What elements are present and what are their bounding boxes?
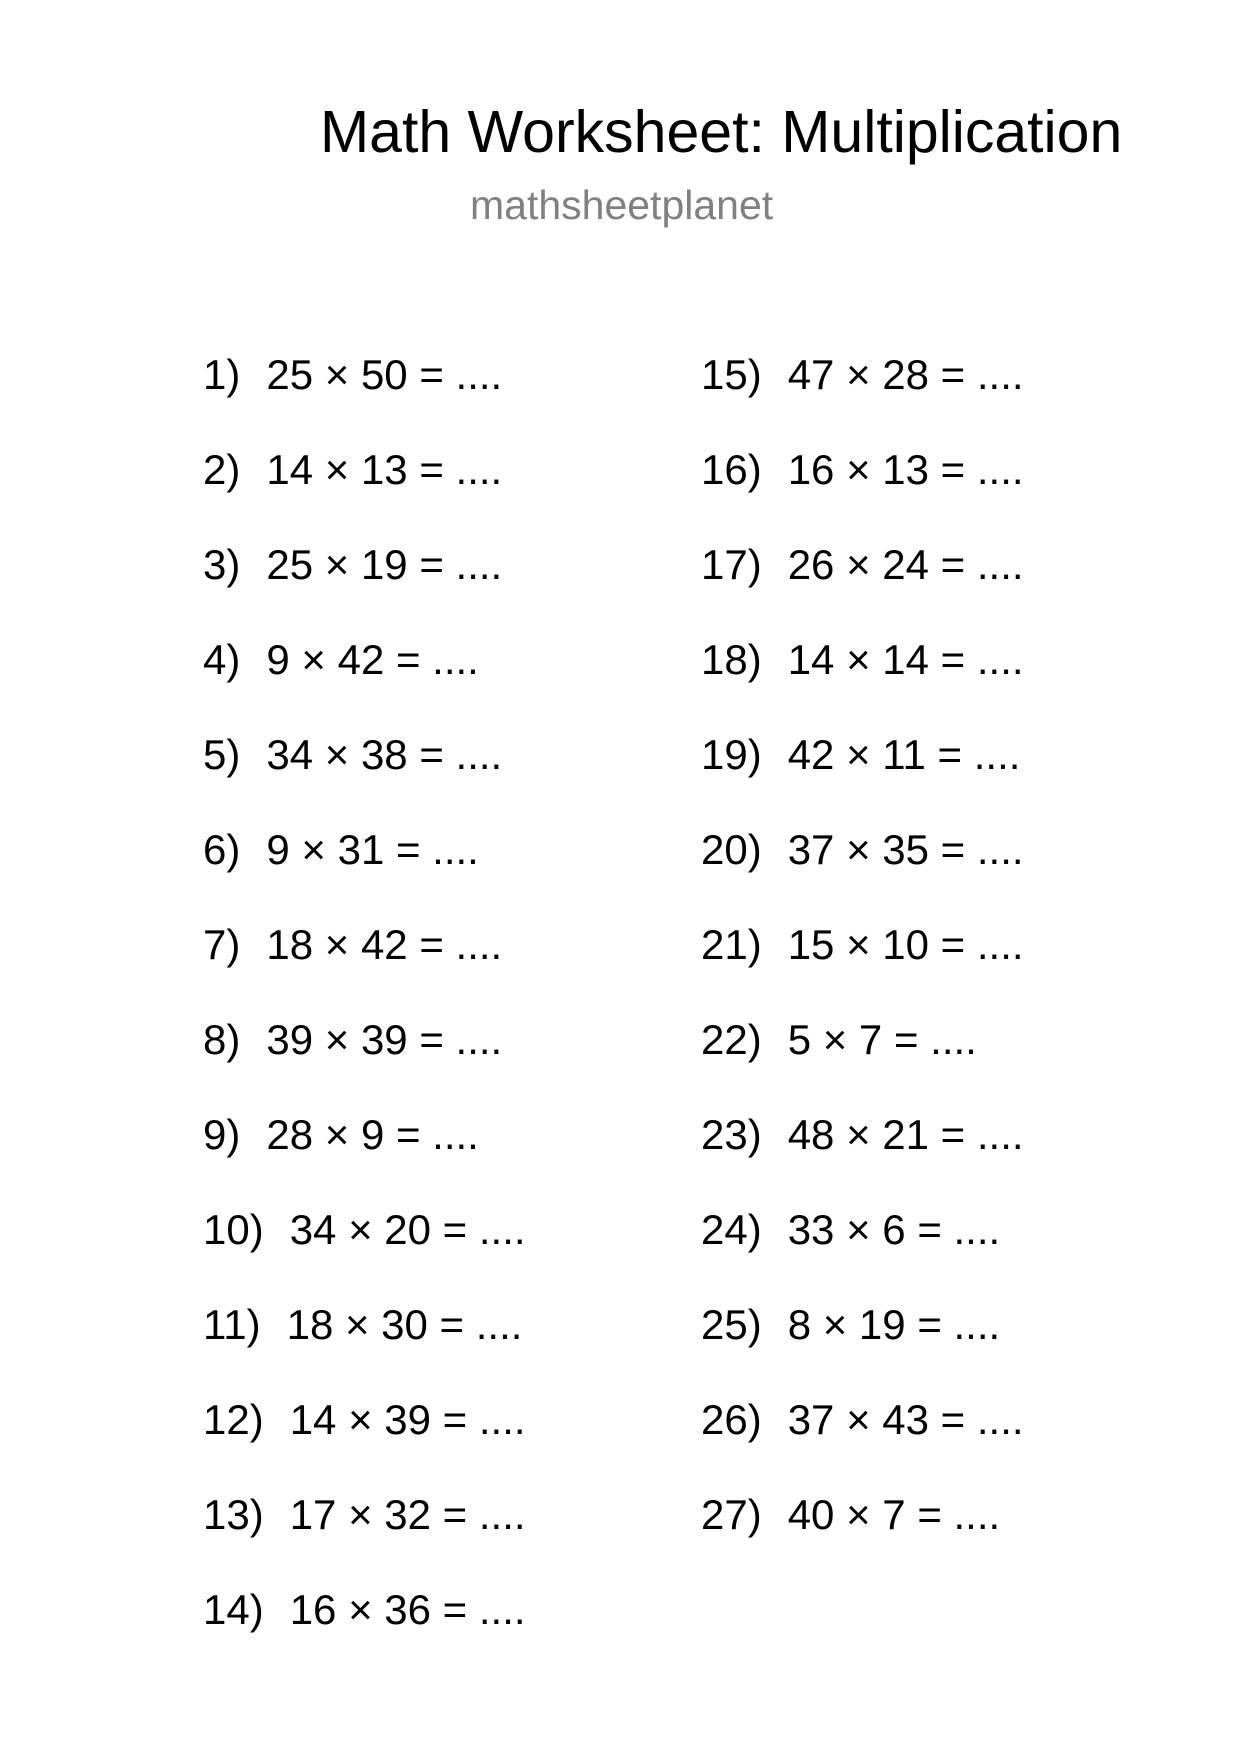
problem-item — [701, 1490, 1024, 1585]
problem-expression: 40 × 7 = .... — [787, 1491, 1001, 1538]
problem-number: 19) — [701, 731, 762, 778]
problem-number: 17) — [701, 541, 762, 588]
problem-number: 9) — [203, 1111, 241, 1158]
problem-number: 10) — [203, 1206, 264, 1253]
problem-expression: 34 × 20 = .... — [289, 1206, 526, 1253]
problem-item — [203, 635, 526, 730]
problem-item — [701, 825, 1024, 920]
problem-item — [701, 920, 1024, 1015]
problem-expression: 33 × 6 = .... — [787, 1206, 1001, 1253]
problem-number: 24) — [701, 1206, 762, 1253]
problem-number: 5) — [203, 731, 241, 778]
problem-item — [701, 635, 1024, 730]
problem-item — [701, 730, 1024, 825]
problem-number: 26) — [701, 1396, 762, 1443]
problem-number: 27) — [701, 1491, 762, 1538]
problem-expression: 14 × 39 = .... — [289, 1396, 526, 1443]
problem-number: 3) — [203, 541, 241, 588]
problem-number: 20) — [701, 826, 762, 873]
problem-expression: 17 × 32 = .... — [289, 1491, 526, 1538]
problem-expression: 25 × 50 = .... — [266, 351, 503, 398]
problem-expression: 37 × 35 = .... — [787, 826, 1024, 873]
problem-item — [203, 825, 526, 920]
problem-item — [203, 1015, 526, 1110]
problems-left-column — [203, 350, 526, 1680]
problem-item — [701, 350, 1024, 445]
problem-expression: 16 × 13 = .... — [787, 446, 1024, 493]
problem-expression: 9 × 31 = .... — [266, 826, 479, 873]
problem-item — [203, 730, 526, 825]
problem-number: 6) — [203, 826, 241, 873]
problem-item — [701, 1205, 1024, 1300]
problem-expression: 39 × 39 = .... — [266, 1016, 503, 1063]
problem-item — [701, 540, 1024, 635]
problem-expression: 34 × 38 = .... — [266, 731, 503, 778]
page-subtitle: mathsheetplanet — [470, 182, 774, 228]
problems-right-column — [701, 350, 1024, 1585]
problem-number: 8) — [203, 1016, 241, 1063]
problem-expression: 16 × 36 = .... — [289, 1586, 526, 1633]
problem-item — [203, 1585, 526, 1680]
problem-number: 1) — [203, 351, 241, 398]
problem-item — [203, 1110, 526, 1205]
problem-number: 13) — [203, 1491, 264, 1538]
problem-number: 12) — [203, 1396, 264, 1443]
problem-expression: 8 × 19 = .... — [787, 1301, 1001, 1348]
problem-expression: 25 × 19 = .... — [266, 541, 503, 588]
problem-expression: 14 × 14 = .... — [787, 636, 1024, 683]
problem-expression: 5 × 7 = .... — [787, 1016, 977, 1063]
problem-item — [203, 920, 526, 1015]
problem-expression: 14 × 13 = .... — [266, 446, 503, 493]
problem-item — [203, 445, 526, 540]
problem-item — [701, 1300, 1024, 1395]
problem-number: 2) — [203, 446, 241, 493]
problem-expression: 37 × 43 = .... — [787, 1396, 1024, 1443]
problem-item — [203, 350, 526, 445]
problem-expression: 28 × 9 = .... — [266, 1111, 479, 1158]
problem-number: 15) — [701, 351, 762, 398]
problem-expression: 18 × 42 = .... — [266, 921, 503, 968]
problem-number: 23) — [701, 1111, 762, 1158]
problem-expression: 42 × 11 = .... — [787, 731, 1021, 778]
problem-expression: 15 × 10 = .... — [787, 921, 1024, 968]
problem-item — [701, 445, 1024, 540]
problem-number: 22) — [701, 1016, 762, 1063]
problem-item — [203, 1205, 526, 1300]
problem-number: 7) — [203, 921, 241, 968]
problem-number: 4) — [203, 636, 241, 683]
problem-item — [701, 1110, 1024, 1205]
problem-expression: 47 × 28 = .... — [787, 351, 1024, 398]
problem-number: 21) — [701, 921, 762, 968]
problem-item — [701, 1015, 1024, 1110]
problem-item — [203, 1300, 526, 1395]
problem-expression: 48 × 21 = .... — [787, 1111, 1024, 1158]
problem-number: 25) — [701, 1301, 762, 1348]
problem-number: 11) — [203, 1301, 261, 1348]
problem-expression: 26 × 24 = .... — [787, 541, 1024, 588]
page-title: Math Worksheet: Multiplication — [320, 99, 1123, 165]
problem-item — [203, 540, 526, 635]
problem-item — [203, 1395, 526, 1490]
problem-expression: 18 × 30 = .... — [286, 1301, 523, 1348]
problem-expression: 9 × 42 = .... — [266, 636, 479, 683]
problem-number: 16) — [701, 446, 762, 493]
problem-number: 14) — [203, 1586, 264, 1633]
problem-item — [203, 1490, 526, 1585]
problem-number: 18) — [701, 636, 762, 683]
problem-item — [701, 1395, 1024, 1490]
